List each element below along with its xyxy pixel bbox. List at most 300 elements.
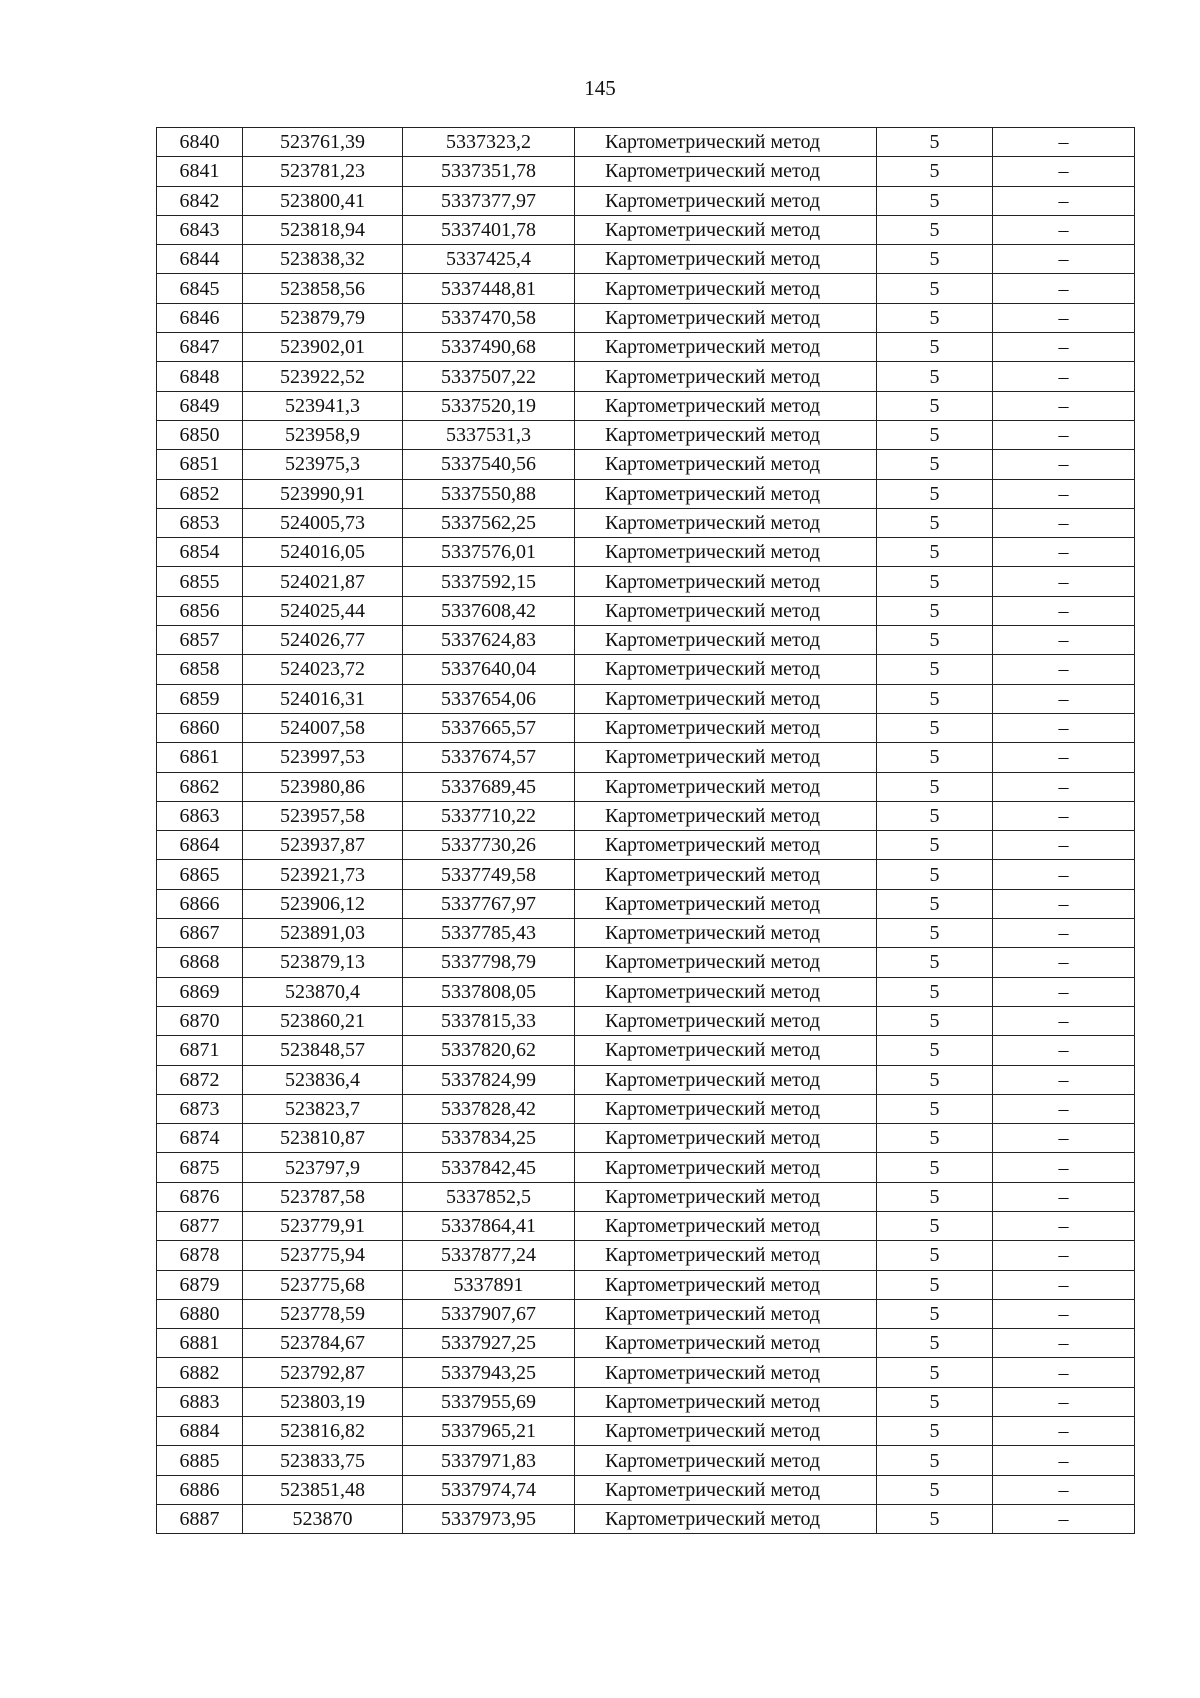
point-number-cell: 6862 <box>157 772 243 801</box>
y-coordinate-cell: 5337927,25 <box>403 1329 575 1358</box>
accuracy-cell: 5 <box>877 450 993 479</box>
description-cell: – <box>993 1299 1135 1328</box>
table-row <box>157 1211 1135 1240</box>
method-cell: Картометрический метод <box>575 743 877 772</box>
accuracy-cell: 5 <box>877 596 993 625</box>
table-row <box>157 1153 1135 1182</box>
y-coordinate-cell: 5337377,97 <box>403 186 575 215</box>
point-number-cell: 6859 <box>157 684 243 713</box>
x-coordinate-cell: 524026,77 <box>243 626 403 655</box>
accuracy-cell: 5 <box>877 303 993 332</box>
table-row <box>157 919 1135 948</box>
point-number-cell: 6847 <box>157 333 243 362</box>
table-row <box>157 1358 1135 1387</box>
y-coordinate-cell: 5337808,05 <box>403 977 575 1006</box>
table-row <box>157 948 1135 977</box>
x-coordinate-cell: 523787,58 <box>243 1182 403 1211</box>
point-number-cell: 6855 <box>157 567 243 596</box>
method-cell: Картометрический метод <box>575 1387 877 1416</box>
accuracy-cell: 5 <box>877 655 993 684</box>
x-coordinate-cell: 523906,12 <box>243 889 403 918</box>
accuracy-cell: 5 <box>877 157 993 186</box>
accuracy-cell: 5 <box>877 1417 993 1446</box>
x-coordinate-cell: 523761,39 <box>243 128 403 157</box>
y-coordinate-cell: 5337974,74 <box>403 1475 575 1504</box>
accuracy-cell: 5 <box>877 186 993 215</box>
table-row <box>157 333 1135 362</box>
table-row <box>157 1270 1135 1299</box>
accuracy-cell: 5 <box>877 362 993 391</box>
description-cell: – <box>993 1475 1135 1504</box>
table-row <box>157 596 1135 625</box>
accuracy-cell: 5 <box>877 274 993 303</box>
y-coordinate-cell: 5337785,43 <box>403 919 575 948</box>
method-cell: Картометрический метод <box>575 1270 877 1299</box>
description-cell: – <box>993 391 1135 420</box>
y-coordinate-cell: 5337971,83 <box>403 1446 575 1475</box>
method-cell: Картометрический метод <box>575 977 877 1006</box>
coordinates-table <box>156 127 1135 1534</box>
description-cell: – <box>993 1358 1135 1387</box>
y-coordinate-cell: 5337562,25 <box>403 508 575 537</box>
x-coordinate-cell: 524005,73 <box>243 508 403 537</box>
point-number-cell: 6873 <box>157 1094 243 1123</box>
accuracy-cell: 5 <box>877 977 993 1006</box>
accuracy-cell: 5 <box>877 1211 993 1240</box>
y-coordinate-cell: 5337907,67 <box>403 1299 575 1328</box>
description-cell: – <box>993 684 1135 713</box>
method-cell: Картометрический метод <box>575 889 877 918</box>
x-coordinate-cell: 523941,3 <box>243 391 403 420</box>
point-number-cell: 6857 <box>157 626 243 655</box>
accuracy-cell: 5 <box>877 831 993 860</box>
description-cell: – <box>993 303 1135 332</box>
description-cell: – <box>993 1124 1135 1153</box>
method-cell: Картометрический метод <box>575 1417 877 1446</box>
y-coordinate-cell: 5337955,69 <box>403 1387 575 1416</box>
point-number-cell: 6870 <box>157 1006 243 1035</box>
accuracy-cell: 5 <box>877 860 993 889</box>
y-coordinate-cell: 5337592,15 <box>403 567 575 596</box>
method-cell: Картометрический метод <box>575 567 877 596</box>
accuracy-cell: 5 <box>877 1124 993 1153</box>
table-row <box>157 1065 1135 1094</box>
accuracy-cell: 5 <box>877 684 993 713</box>
table-row <box>157 889 1135 918</box>
point-number-cell: 6850 <box>157 420 243 449</box>
x-coordinate-cell: 523778,59 <box>243 1299 403 1328</box>
method-cell: Картометрический метод <box>575 1065 877 1094</box>
point-number-cell: 6875 <box>157 1153 243 1182</box>
description-cell: – <box>993 596 1135 625</box>
method-cell: Картометрический метод <box>575 479 877 508</box>
table-row <box>157 1241 1135 1270</box>
method-cell: Картометрический метод <box>575 157 877 186</box>
method-cell: Картометрический метод <box>575 801 877 830</box>
table-row <box>157 303 1135 332</box>
point-number-cell: 6874 <box>157 1124 243 1153</box>
table-row <box>157 860 1135 889</box>
x-coordinate-cell: 523921,73 <box>243 860 403 889</box>
x-coordinate-cell: 523818,94 <box>243 215 403 244</box>
table-row <box>157 1387 1135 1416</box>
table-row <box>157 508 1135 537</box>
accuracy-cell: 5 <box>877 538 993 567</box>
method-cell: Картометрический метод <box>575 1358 877 1387</box>
y-coordinate-cell: 5337665,57 <box>403 713 575 742</box>
x-coordinate-cell: 524023,72 <box>243 655 403 684</box>
y-coordinate-cell: 5337654,06 <box>403 684 575 713</box>
method-cell: Картометрический метод <box>575 596 877 625</box>
description-cell: – <box>993 655 1135 684</box>
y-coordinate-cell: 5337351,78 <box>403 157 575 186</box>
point-number-cell: 6876 <box>157 1182 243 1211</box>
point-number-cell: 6869 <box>157 977 243 1006</box>
point-number-cell: 6882 <box>157 1358 243 1387</box>
y-coordinate-cell: 5337448,81 <box>403 274 575 303</box>
y-coordinate-cell: 5337490,68 <box>403 333 575 362</box>
x-coordinate-cell: 523838,32 <box>243 245 403 274</box>
table-row <box>157 772 1135 801</box>
accuracy-cell: 5 <box>877 1094 993 1123</box>
description-cell: – <box>993 1036 1135 1065</box>
point-number-cell: 6887 <box>157 1504 243 1533</box>
table-row <box>157 743 1135 772</box>
description-cell: – <box>993 772 1135 801</box>
x-coordinate-cell: 523990,91 <box>243 479 403 508</box>
description-cell: – <box>993 948 1135 977</box>
x-coordinate-cell: 523792,87 <box>243 1358 403 1387</box>
method-cell: Картометрический метод <box>575 450 877 479</box>
accuracy-cell: 5 <box>877 889 993 918</box>
y-coordinate-cell: 5337877,24 <box>403 1241 575 1270</box>
y-coordinate-cell: 5337531,3 <box>403 420 575 449</box>
accuracy-cell: 5 <box>877 626 993 655</box>
table-row <box>157 1124 1135 1153</box>
point-number-cell: 6848 <box>157 362 243 391</box>
point-number-cell: 6872 <box>157 1065 243 1094</box>
accuracy-cell: 5 <box>877 1446 993 1475</box>
accuracy-cell: 5 <box>877 801 993 830</box>
x-coordinate-cell: 523836,4 <box>243 1065 403 1094</box>
table-row <box>157 128 1135 157</box>
y-coordinate-cell: 5337730,26 <box>403 831 575 860</box>
accuracy-cell: 5 <box>877 567 993 596</box>
description-cell: – <box>993 713 1135 742</box>
x-coordinate-cell: 523803,19 <box>243 1387 403 1416</box>
x-coordinate-cell: 523980,86 <box>243 772 403 801</box>
method-cell: Картометрический метод <box>575 684 877 713</box>
table-row <box>157 1417 1135 1446</box>
table-row <box>157 215 1135 244</box>
point-number-cell: 6863 <box>157 801 243 830</box>
point-number-cell: 6868 <box>157 948 243 977</box>
y-coordinate-cell: 5337425,4 <box>403 245 575 274</box>
table-row <box>157 245 1135 274</box>
point-number-cell: 6853 <box>157 508 243 537</box>
y-coordinate-cell: 5337828,42 <box>403 1094 575 1123</box>
description-cell: – <box>993 831 1135 860</box>
y-coordinate-cell: 5337824,99 <box>403 1065 575 1094</box>
table-row <box>157 274 1135 303</box>
x-coordinate-cell: 523800,41 <box>243 186 403 215</box>
description-cell: – <box>993 743 1135 772</box>
table-row <box>157 1446 1135 1475</box>
table-row <box>157 362 1135 391</box>
y-coordinate-cell: 5337820,62 <box>403 1036 575 1065</box>
y-coordinate-cell: 5337864,41 <box>403 1211 575 1240</box>
description-cell: – <box>993 919 1135 948</box>
x-coordinate-cell: 523870 <box>243 1504 403 1533</box>
method-cell: Картометрический метод <box>575 1006 877 1035</box>
x-coordinate-cell: 523870,4 <box>243 977 403 1006</box>
table-row <box>157 713 1135 742</box>
accuracy-cell: 5 <box>877 1006 993 1035</box>
coordinates-table-body <box>157 128 1135 1534</box>
table-row <box>157 831 1135 860</box>
y-coordinate-cell: 5337965,21 <box>403 1417 575 1446</box>
accuracy-cell: 5 <box>877 772 993 801</box>
method-cell: Картометрический метод <box>575 948 877 977</box>
y-coordinate-cell: 5337401,78 <box>403 215 575 244</box>
point-number-cell: 6886 <box>157 1475 243 1504</box>
method-cell: Картометрический метод <box>575 508 877 537</box>
point-number-cell: 6864 <box>157 831 243 860</box>
method-cell: Картометрический метод <box>575 1475 877 1504</box>
method-cell: Картометрический метод <box>575 391 877 420</box>
accuracy-cell: 5 <box>877 215 993 244</box>
method-cell: Картометрический метод <box>575 303 877 332</box>
x-coordinate-cell: 523810,87 <box>243 1124 403 1153</box>
point-number-cell: 6858 <box>157 655 243 684</box>
table-row <box>157 1036 1135 1065</box>
table-row <box>157 977 1135 1006</box>
description-cell: – <box>993 420 1135 449</box>
point-number-cell: 6867 <box>157 919 243 948</box>
point-number-cell: 6879 <box>157 1270 243 1299</box>
y-coordinate-cell: 5337507,22 <box>403 362 575 391</box>
x-coordinate-cell: 523784,67 <box>243 1329 403 1358</box>
table-row <box>157 655 1135 684</box>
y-coordinate-cell: 5337520,19 <box>403 391 575 420</box>
method-cell: Картометрический метод <box>575 655 877 684</box>
table-row <box>157 1299 1135 1328</box>
method-cell: Картометрический метод <box>575 538 877 567</box>
accuracy-cell: 5 <box>877 1504 993 1533</box>
table-row <box>157 1182 1135 1211</box>
y-coordinate-cell: 5337640,04 <box>403 655 575 684</box>
y-coordinate-cell: 5337540,56 <box>403 450 575 479</box>
point-number-cell: 6840 <box>157 128 243 157</box>
description-cell: – <box>993 1417 1135 1446</box>
y-coordinate-cell: 5337323,2 <box>403 128 575 157</box>
table-row <box>157 684 1135 713</box>
point-number-cell: 6884 <box>157 1417 243 1446</box>
method-cell: Картометрический метод <box>575 772 877 801</box>
x-coordinate-cell: 523851,48 <box>243 1475 403 1504</box>
description-cell: – <box>993 1504 1135 1533</box>
method-cell: Картометрический метод <box>575 831 877 860</box>
point-number-cell: 6885 <box>157 1446 243 1475</box>
description-cell: – <box>993 1211 1135 1240</box>
x-coordinate-cell: 523997,53 <box>243 743 403 772</box>
point-number-cell: 6878 <box>157 1241 243 1270</box>
method-cell: Картометрический метод <box>575 128 877 157</box>
accuracy-cell: 5 <box>877 420 993 449</box>
x-coordinate-cell: 523775,68 <box>243 1270 403 1299</box>
y-coordinate-cell: 5337470,58 <box>403 303 575 332</box>
x-coordinate-cell: 523779,91 <box>243 1211 403 1240</box>
table-row <box>157 1504 1135 1533</box>
description-cell: – <box>993 508 1135 537</box>
point-number-cell: 6861 <box>157 743 243 772</box>
y-coordinate-cell: 5337842,45 <box>403 1153 575 1182</box>
method-cell: Картометрический метод <box>575 860 877 889</box>
accuracy-cell: 5 <box>877 743 993 772</box>
point-number-cell: 6866 <box>157 889 243 918</box>
accuracy-cell: 5 <box>877 128 993 157</box>
description-cell: – <box>993 157 1135 186</box>
accuracy-cell: 5 <box>877 391 993 420</box>
x-coordinate-cell: 523879,79 <box>243 303 403 332</box>
y-coordinate-cell: 5337767,97 <box>403 889 575 918</box>
x-coordinate-cell: 524021,87 <box>243 567 403 596</box>
description-cell: – <box>993 1153 1135 1182</box>
x-coordinate-cell: 523879,13 <box>243 948 403 977</box>
description-cell: – <box>993 977 1135 1006</box>
method-cell: Картометрический метод <box>575 274 877 303</box>
point-number-cell: 6860 <box>157 713 243 742</box>
y-coordinate-cell: 5337689,45 <box>403 772 575 801</box>
x-coordinate-cell: 523823,7 <box>243 1094 403 1123</box>
table-row <box>157 479 1135 508</box>
point-number-cell: 6849 <box>157 391 243 420</box>
description-cell: – <box>993 1006 1135 1035</box>
x-coordinate-cell: 523858,56 <box>243 274 403 303</box>
method-cell: Картометрический метод <box>575 362 877 391</box>
description-cell: – <box>993 186 1135 215</box>
description-cell: – <box>993 362 1135 391</box>
description-cell: – <box>993 538 1135 567</box>
description-cell: – <box>993 1182 1135 1211</box>
x-coordinate-cell: 524016,05 <box>243 538 403 567</box>
method-cell: Картометрический метод <box>575 186 877 215</box>
x-coordinate-cell: 523848,57 <box>243 1036 403 1065</box>
point-number-cell: 6842 <box>157 186 243 215</box>
method-cell: Картометрический метод <box>575 713 877 742</box>
table-row <box>157 450 1135 479</box>
description-cell: – <box>993 333 1135 362</box>
description-cell: – <box>993 626 1135 655</box>
table-row <box>157 391 1135 420</box>
description-cell: – <box>993 1065 1135 1094</box>
method-cell: Картометрический метод <box>575 1446 877 1475</box>
x-coordinate-cell: 524007,58 <box>243 713 403 742</box>
point-number-cell: 6844 <box>157 245 243 274</box>
accuracy-cell: 5 <box>877 713 993 742</box>
y-coordinate-cell: 5337973,95 <box>403 1504 575 1533</box>
description-cell: – <box>993 479 1135 508</box>
x-coordinate-cell: 523922,52 <box>243 362 403 391</box>
accuracy-cell: 5 <box>877 1387 993 1416</box>
x-coordinate-cell: 523937,87 <box>243 831 403 860</box>
x-coordinate-cell: 523891,03 <box>243 919 403 948</box>
y-coordinate-cell: 5337674,57 <box>403 743 575 772</box>
y-coordinate-cell: 5337624,83 <box>403 626 575 655</box>
point-number-cell: 6865 <box>157 860 243 889</box>
method-cell: Картометрический метод <box>575 215 877 244</box>
x-coordinate-cell: 524016,31 <box>243 684 403 713</box>
page-number: 145 <box>584 76 616 100</box>
point-number-cell: 6883 <box>157 1387 243 1416</box>
table-row <box>157 157 1135 186</box>
table-row <box>157 420 1135 449</box>
description-cell: – <box>993 450 1135 479</box>
accuracy-cell: 5 <box>877 1065 993 1094</box>
description-cell: – <box>993 1094 1135 1123</box>
description-cell: – <box>993 1446 1135 1475</box>
table-row <box>157 626 1135 655</box>
accuracy-cell: 5 <box>877 948 993 977</box>
accuracy-cell: 5 <box>877 1153 993 1182</box>
x-coordinate-cell: 524025,44 <box>243 596 403 625</box>
description-cell: – <box>993 245 1135 274</box>
method-cell: Картометрический метод <box>575 420 877 449</box>
method-cell: Картометрический метод <box>575 1182 877 1211</box>
description-cell: – <box>993 215 1135 244</box>
accuracy-cell: 5 <box>877 919 993 948</box>
table-row <box>157 1094 1135 1123</box>
y-coordinate-cell: 5337749,58 <box>403 860 575 889</box>
table-row <box>157 538 1135 567</box>
description-cell: – <box>993 801 1135 830</box>
point-number-cell: 6880 <box>157 1299 243 1328</box>
point-number-cell: 6851 <box>157 450 243 479</box>
point-number-cell: 6843 <box>157 215 243 244</box>
method-cell: Картометрический метод <box>575 245 877 274</box>
description-cell: – <box>993 567 1135 596</box>
accuracy-cell: 5 <box>877 1329 993 1358</box>
y-coordinate-cell: 5337834,25 <box>403 1124 575 1153</box>
x-coordinate-cell: 523833,75 <box>243 1446 403 1475</box>
x-coordinate-cell: 523975,3 <box>243 450 403 479</box>
table-row <box>157 567 1135 596</box>
accuracy-cell: 5 <box>877 1182 993 1211</box>
accuracy-cell: 5 <box>877 333 993 362</box>
accuracy-cell: 5 <box>877 1299 993 1328</box>
accuracy-cell: 5 <box>877 1036 993 1065</box>
x-coordinate-cell: 523816,82 <box>243 1417 403 1446</box>
accuracy-cell: 5 <box>877 1270 993 1299</box>
y-coordinate-cell: 5337798,79 <box>403 948 575 977</box>
x-coordinate-cell: 523860,21 <box>243 1006 403 1035</box>
method-cell: Картометрический метод <box>575 626 877 655</box>
point-number-cell: 6846 <box>157 303 243 332</box>
point-number-cell: 6854 <box>157 538 243 567</box>
x-coordinate-cell: 523957,58 <box>243 801 403 830</box>
y-coordinate-cell: 5337710,22 <box>403 801 575 830</box>
x-coordinate-cell: 523775,94 <box>243 1241 403 1270</box>
method-cell: Картометрический метод <box>575 1329 877 1358</box>
method-cell: Картометрический метод <box>575 333 877 362</box>
y-coordinate-cell: 5337815,33 <box>403 1006 575 1035</box>
point-number-cell: 6841 <box>157 157 243 186</box>
y-coordinate-cell: 5337852,5 <box>403 1182 575 1211</box>
y-coordinate-cell: 5337576,01 <box>403 538 575 567</box>
y-coordinate-cell: 5337891 <box>403 1270 575 1299</box>
description-cell: – <box>993 860 1135 889</box>
method-cell: Картометрический метод <box>575 1299 877 1328</box>
